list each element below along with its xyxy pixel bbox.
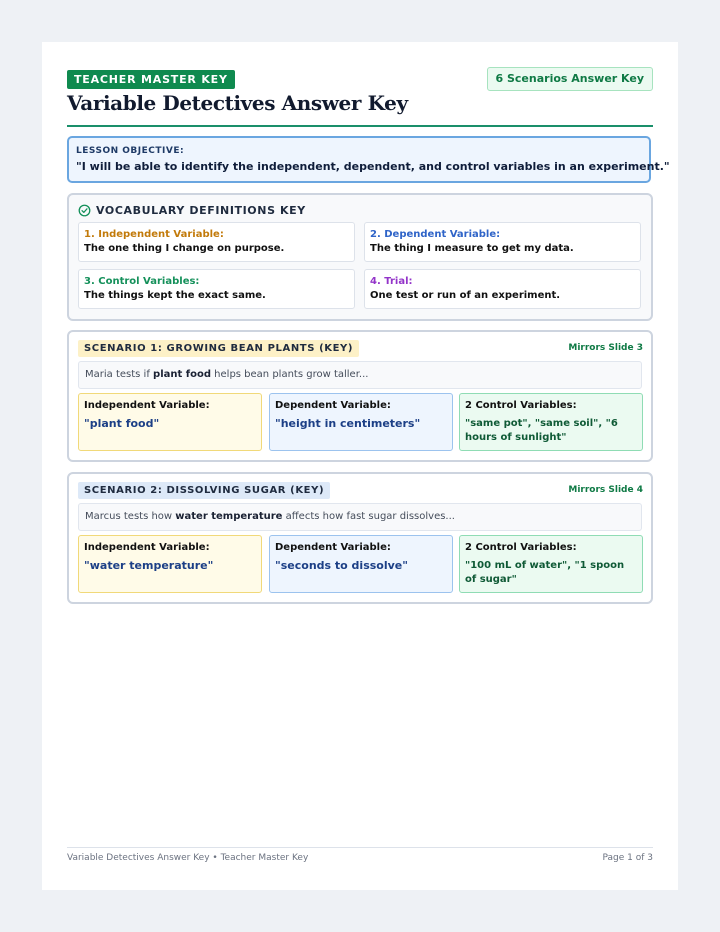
dependent-variable-box	[269, 535, 453, 593]
vocabulary-header	[78, 204, 306, 217]
vocab-definition: The one thing I change on purpose.	[84, 243, 285, 254]
footer-divider	[67, 847, 653, 848]
vocabulary-section	[67, 193, 653, 321]
description-post: affects how fast sugar dissolves...	[282, 511, 455, 522]
vocab-card-independent	[78, 222, 355, 262]
page-title: Variable Detectives Answer Key	[67, 91, 408, 115]
footer-title: Variable Detectives Answer Key • Teacher Master Key	[67, 853, 309, 863]
scenarios-count-badge: 6 Scenarios Answer Key	[487, 67, 654, 91]
control-variables-box	[459, 535, 643, 593]
dependent-variable-label: Dependent Variable:	[275, 400, 391, 411]
control-variables-answer: "100 mL of water", "1 spoon of sugar"	[465, 560, 625, 585]
vocab-term: 3. Control Variables:	[84, 276, 200, 287]
mirror-slide-label: Mirrors Slide 4	[568, 485, 643, 495]
vocab-card-dependent	[364, 222, 641, 262]
dependent-variable-box	[269, 393, 453, 451]
dependent-variable-label: Dependent Variable:	[275, 542, 391, 553]
vocab-term: 2. Dependent Variable:	[370, 229, 501, 240]
description-pre: Marcus tests how	[85, 511, 176, 522]
title-divider	[67, 125, 653, 127]
worksheet-page	[42, 42, 678, 890]
scenario-card-1	[67, 330, 653, 462]
check-circle-icon	[78, 204, 91, 217]
scenario-description-text	[85, 369, 368, 380]
lesson-objective-box	[67, 136, 670, 183]
independent-variable-box	[78, 535, 262, 593]
independent-variable-answer: "plant food"	[84, 417, 160, 430]
description-bold: plant food	[153, 369, 211, 380]
vocab-card-trial	[364, 269, 641, 309]
scenario-description	[78, 361, 642, 389]
scenario-card-2	[67, 472, 653, 604]
mirror-slide-label: Mirrors Slide 3	[568, 343, 643, 353]
control-variables-box	[459, 393, 643, 451]
control-variables-label: 2 Control Variables:	[465, 542, 577, 553]
description-pre: Maria tests if	[85, 369, 154, 380]
teacher-master-key-badge: TEACHER MASTER KEY	[67, 70, 235, 89]
description-post: helps bean plants grow taller...	[211, 369, 369, 380]
dependent-variable-answer: "seconds to dissolve"	[275, 559, 408, 572]
objective-text: "I will be able to identify the independent, dependent, and control variables in an experiment."	[76, 160, 670, 173]
scenario-tag: SCENARIO 2: DISSOLVING SUGAR (KEY)	[78, 482, 330, 499]
independent-variable-label: Independent Variable:	[84, 542, 210, 553]
scenario-tag: SCENARIO 1: GROWING BEAN PLANTS (KEY)	[78, 340, 359, 357]
page-number: Page 1 of 3	[602, 853, 653, 863]
scenario-description-text	[85, 511, 455, 522]
vocab-term: 1. Independent Variable:	[84, 229, 224, 240]
description-bold: water temperature	[175, 511, 283, 522]
vocab-term: 4. Trial:	[370, 276, 413, 287]
independent-variable-answer: "water temperature"	[84, 559, 214, 572]
scenario-description	[78, 503, 642, 531]
vocab-card-control	[78, 269, 355, 309]
control-variables-answer: "same pot", "same soil", "6 hours of sunlight"	[465, 418, 618, 443]
vocab-definition: The things kept the exact same.	[84, 290, 266, 301]
vocabulary-title: VOCABULARY DEFINITIONS KEY	[96, 204, 306, 217]
objective-label: LESSON OBJECTIVE:	[76, 146, 185, 156]
control-variables-label: 2 Control Variables:	[465, 400, 577, 411]
independent-variable-label: Independent Variable:	[84, 400, 210, 411]
independent-variable-box	[78, 393, 262, 451]
dependent-variable-answer: "height in centimeters"	[275, 417, 421, 430]
vocab-definition: One test or run of an experiment.	[370, 290, 561, 301]
vocab-definition: The thing I measure to get my data.	[370, 243, 574, 254]
